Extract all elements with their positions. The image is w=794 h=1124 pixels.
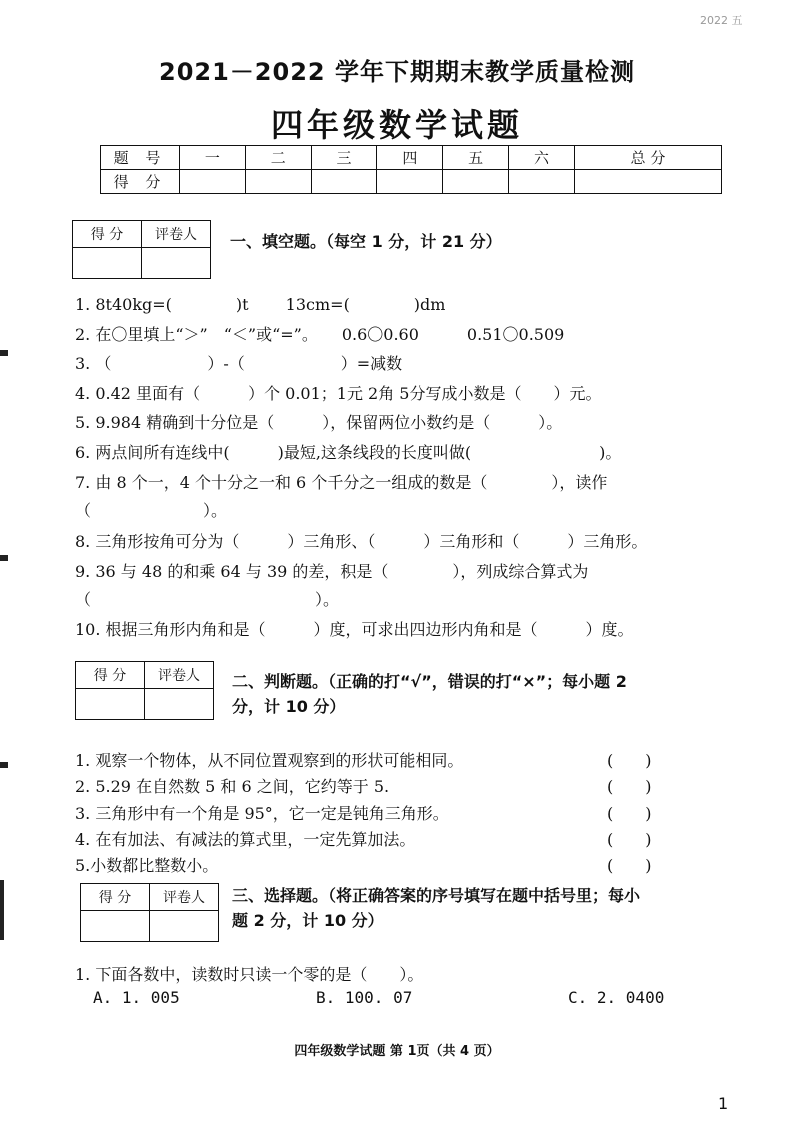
grader-name-label: 评卷人 — [142, 221, 211, 248]
page-footer: 四年级数学试题 第 1页（共 4 页） — [294, 1044, 500, 1059]
score-col: 总 分 — [574, 146, 721, 170]
grader-score-cell[interactable] — [81, 911, 150, 942]
s1-question: 7. 由 8 个一，4 个十分之一和 6 个千分之一组成的数是（ ），读作 — [75, 473, 608, 492]
exam-title: 2021－2022 学年下期期末教学质量检测 — [159, 58, 635, 86]
s2-answer-paren[interactable]: ( ) — [607, 751, 652, 770]
s2-question: 1. 观察一个物体，从不同位置观察到的形状可能相同。 — [75, 751, 464, 770]
s3-option-b[interactable]: B. 100. 07 — [316, 988, 413, 1007]
grader-box-3 — [80, 883, 219, 942]
s2-question: 4. 在有加法、有减法的算式里，一定先算加法。 — [75, 830, 416, 849]
grader-name-cell[interactable] — [150, 911, 219, 942]
score-table-row-label: 得 分 — [101, 170, 180, 194]
score-col: 四 — [377, 146, 443, 170]
s1-question: 10. 根据三角形内角和是（ ）度，可求出四边形内角和是（ ）度。 — [75, 620, 634, 639]
corner-mark: 2022 五 — [700, 14, 743, 27]
grader-box-2 — [75, 661, 214, 720]
score-col: 二 — [245, 146, 311, 170]
score-cell[interactable] — [311, 170, 377, 194]
grader-name-cell[interactable] — [145, 689, 214, 720]
section3-heading-line1: 三、选择题。（将正确答案的序号填写在题中括号里；每小 — [232, 886, 641, 905]
grader-name-label: 评卷人 — [150, 884, 219, 911]
section2-heading-line2: 分，计 10 分） — [232, 697, 346, 716]
grader-score-cell[interactable] — [76, 689, 145, 720]
score-col: 一 — [180, 146, 246, 170]
s3-option-c[interactable]: C. 2. 0400 — [568, 988, 665, 1007]
score-table-header-row — [101, 146, 722, 170]
s2-answer-paren[interactable]: ( ) — [607, 856, 652, 875]
s3-option-a[interactable]: A. 1. 005 — [93, 988, 180, 1007]
page-number: 1 — [718, 1094, 729, 1113]
edge-mark — [0, 880, 4, 940]
s1-question: 8. 三角形按角可分为（ ）三角形、（ ）三角形和（ ）三角形。 — [75, 532, 648, 551]
score-cell[interactable] — [180, 170, 246, 194]
s3-question: 1. 下面各数中，读数时只读一个零的是（ ）。 — [75, 965, 424, 984]
section3-heading-line2: 题 2 分，计 10 分） — [232, 911, 384, 930]
score-cell[interactable] — [509, 170, 575, 194]
s2-answer-paren[interactable]: ( ) — [607, 777, 652, 796]
score-col: 五 — [443, 146, 509, 170]
grader-score-label: 得 分 — [76, 662, 145, 689]
grader-name-cell[interactable] — [142, 248, 211, 279]
score-table — [100, 145, 722, 194]
edge-mark — [0, 762, 8, 768]
s2-answer-paren[interactable]: ( ) — [607, 804, 652, 823]
s2-question: 3. 三角形中有一个角是 95°，它一定是钝角三角形。 — [75, 804, 449, 823]
grader-score-label: 得 分 — [81, 884, 150, 911]
s1-question: （ ）。 — [75, 590, 340, 609]
s1-question: 2. 在〇里填上“＞” “＜”或“=”。 0.6〇0.60 0.51〇0.509 — [75, 325, 565, 344]
s2-answer-paren[interactable]: ( ) — [607, 830, 652, 849]
score-cell[interactable] — [443, 170, 509, 194]
score-table-row-label: 题 号 — [101, 146, 180, 170]
s1-question: 5. 9.984 精确到十分位是（ ），保留两位小数约是（ ）。 — [75, 413, 563, 432]
score-table-score-row — [101, 170, 722, 194]
edge-mark — [0, 555, 8, 561]
s1-question: 6. 两点间所有连线中( )最短,这条线段的长度叫做( )。 — [75, 443, 622, 462]
exam-subtitle: 四年级数学试题 — [270, 106, 523, 144]
edge-mark — [0, 350, 8, 356]
score-col: 三 — [311, 146, 377, 170]
section1-heading: 一、填空题。（每空 1 分，计 21 分） — [230, 232, 502, 251]
s1-question: （ ）。 — [75, 501, 228, 520]
s1-question: 4. 0.42 里面有（ ）个 0.01；1元 2角 5分写成小数是（ ）元。 — [75, 384, 602, 403]
score-cell[interactable] — [245, 170, 311, 194]
grader-score-cell[interactable] — [73, 248, 142, 279]
score-col: 六 — [509, 146, 575, 170]
s1-question: 3. （ ）-（ ）=减数 — [75, 354, 403, 373]
grader-score-label: 得 分 — [73, 221, 142, 248]
grader-box-1 — [72, 220, 211, 279]
s2-question: 2. 5.29 在自然数 5 和 6 之间，它约等于 5. — [75, 777, 390, 796]
score-cell[interactable] — [377, 170, 443, 194]
s2-question: 5.小数都比整数小。 — [75, 856, 219, 875]
s1-question: 9. 36 与 48 的和乘 64 与 39 的差，积是（ ），列成综合算式为 — [75, 562, 589, 581]
s1-question: 1. 8t40kg=( )t 13cm=( )dm — [75, 295, 446, 314]
score-cell[interactable] — [574, 170, 721, 194]
section2-heading-line1: 二、判断题。（正确的打“√”，错误的打“×”；每小题 2 — [232, 672, 627, 691]
grader-name-label: 评卷人 — [145, 662, 214, 689]
